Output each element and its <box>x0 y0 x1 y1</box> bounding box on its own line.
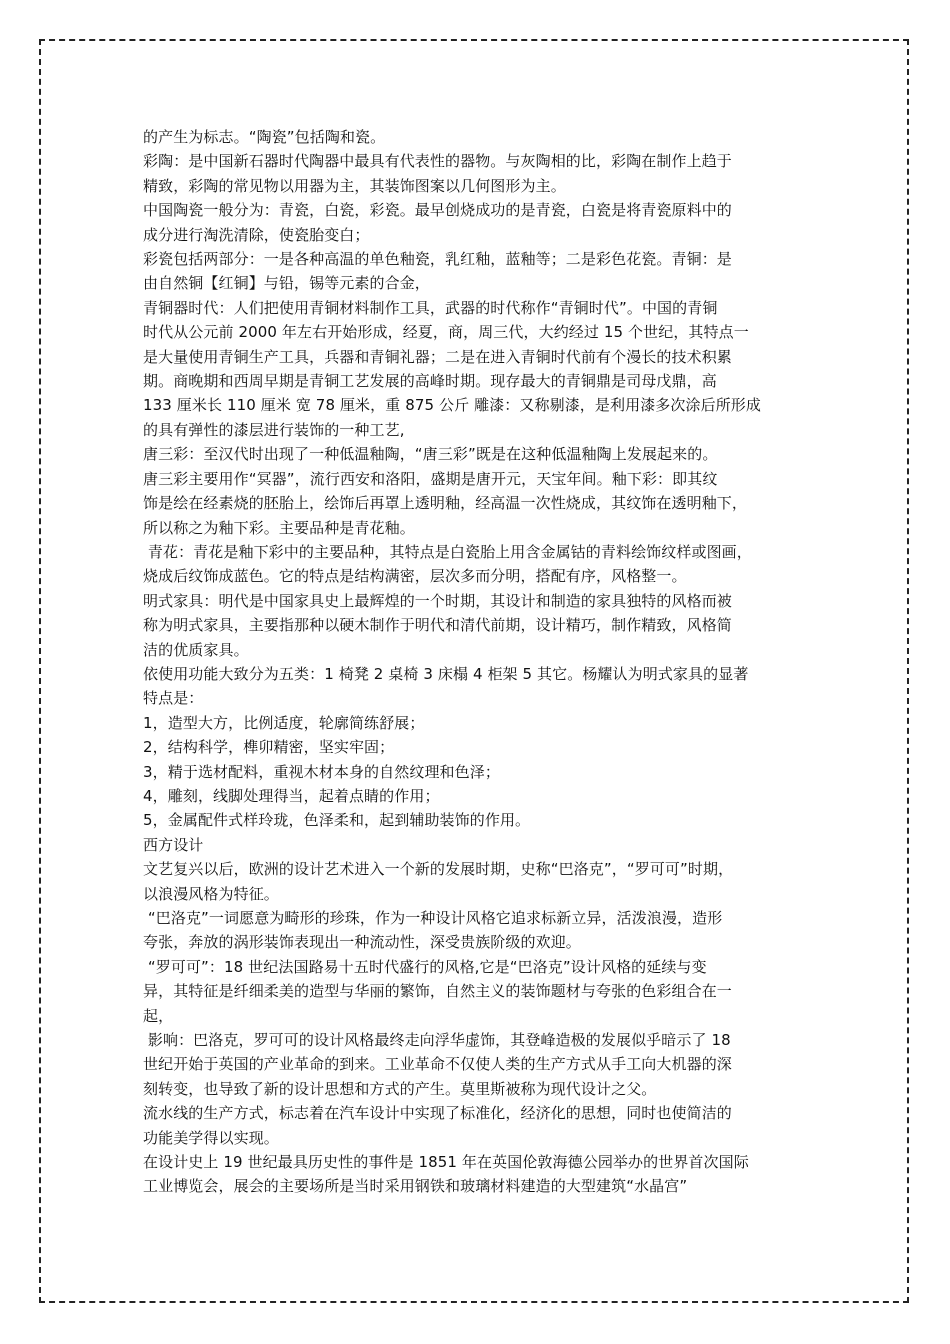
text-line: 夸张，奔放的涡形装饰表现出一种流动性，深受贵族阶级的欢迎。 <box>143 933 581 952</box>
text-line: 起， <box>143 1006 174 1025</box>
text-line: 洁的优质家具。 <box>143 640 249 659</box>
text-line: 功能美学得以实现。 <box>143 1128 279 1147</box>
text-line: 彩瓷包括两部分：一是各种高温的单色釉瓷，乳红釉，蓝釉等；二是彩色花瓷。青铜：是 <box>143 250 732 269</box>
text-line: 以浪漫风格为特征。 <box>143 884 279 903</box>
text-line: 1，造型大方，比例适度，轮廓简练舒展； <box>143 713 425 732</box>
text-line: 刻转变，也导致了新的设计思想和方式的产生。莫里斯被称为现代设计之父。 <box>143 1079 657 1098</box>
text-line: 在设计史上 19 世纪最具历史性的事件是 1851 年在英国伦敦海德公园举办的世界首次国际 <box>143 1153 749 1172</box>
text-line: 133 厘米长 110 厘米 宽 78 厘米，重 875 公斤 雕漆：又称剔漆，是利用漆多次涂后所形成 <box>143 396 761 415</box>
text-line: 5，金属配件式样玲珑，色泽柔和，起到辅助装饰的作用。 <box>143 811 531 830</box>
text-line: 青花：青花是釉下彩中的主要品种，其特点是白瓷胎上用含金属钴的青料绘饰纹样或图画， <box>143 542 752 561</box>
text-line: 影响：巴洛克，罗可可的设计风格最终走向浮华虚饰，其登峰造极的发展似乎暗示了 18 <box>143 1031 731 1050</box>
text-line: 由自然铜【红铜】与铅，锡等元素的合金， <box>143 274 430 293</box>
text-line: 中国陶瓷一般分为：青瓷，白瓷，彩瓷。最早创烧成功的是青瓷，白瓷是将青瓷原料中的 <box>143 201 732 220</box>
text-line: “罗可可”：18 世纪法国路易十五时代盛行的风格,它是“巴洛克”设计风格的延续与变 <box>143 957 707 976</box>
text-line: 饰是绘在经素烧的胚胎上，绘饰后再罩上透明釉，经高温一次性烧成，其纹饰在透明釉下， <box>143 494 748 513</box>
text-line: 时代从公元前 2000 年左右开始形成，经夏，商，周三代，大约经过 15 个世纪，其特点一 <box>143 323 749 342</box>
text-line: 3，精于选材配料，重视木材本身的自然纹理和色泽； <box>143 762 500 781</box>
text-line: 所以称之为釉下彩。主要品种是青花釉。 <box>143 518 415 537</box>
text-line: 文艺复兴以后，欧洲的设计艺术进入一个新的发展时期，史称“巴洛克”，“罗可可”时期， <box>143 860 734 879</box>
text-line: 的具有弹性的漆层进行装饰的一种工艺, <box>143 420 405 439</box>
text-line: 世纪开始于英国的产业革命的到来。工业革命不仅使人类的生产方式从手工向大机器的深 <box>143 1055 732 1074</box>
text-line: 流水线的生产方式，标志着在汽车设计中实现了标准化，经济化的思想，同时也使简洁的 <box>143 1104 732 1123</box>
text-line: 工业博览会，展会的主要场所是当时采用钢铁和玻璃材料建造的大型建筑“水晶宫” <box>143 1177 688 1196</box>
text-line: 的产生为标志。“陶瓷”包括陶和瓷。 <box>143 128 386 146</box>
document-body <box>143 125 813 1199</box>
text-line: 明式家具：明代是中国家具史上最辉煌的一个时期，其设计和制造的家具独特的风格而被 <box>143 591 732 610</box>
text-line: 异，其特征是纤细柔美的造型与华丽的繁饰，自然主义的装饰题材与夸张的色彩组合在一 <box>143 982 732 1001</box>
text-line: 称为明式家具，主要指那种以硬木制作于明代和清代前期，设计精巧，制作精致，风格简 <box>143 616 732 635</box>
text-line: 期。商晚期和西周早期是青铜工艺发展的高峰时期。现存最大的青铜鼎是司母戊鼎，高 <box>143 372 717 391</box>
text-line: 精致，彩陶的常见物以用器为主，其装饰图案以几何图形为主。 <box>143 176 566 195</box>
text-line: 4，雕刻，线脚处理得当，起着点睛的作用； <box>143 786 440 805</box>
text-line: 西方设计 <box>143 835 204 854</box>
text-line: 彩陶：是中国新石器时代陶器中最具有代表性的器物。与灰陶相的比，彩陶在制作上趋于 <box>143 152 732 171</box>
text-line: 青铜器时代：人们把使用青铜材料制作工具，武器的时代称作“青铜时代”。中国的青铜 <box>143 298 718 317</box>
text-line: 唐三彩主要用作“冥器”，流行西安和洛阳，盛期是唐开元，天宝年间。釉下彩：即其纹 <box>143 469 718 488</box>
text-line: 依使用功能大致分为五类：1 椅凳 2 桌椅 3 床榻 4 柜架 5 其它。杨耀认为明式家具的显著 <box>143 664 749 683</box>
text-line: 烧成后纹饰成蓝色。它的特点是结构满密，层次多而分明，搭配有序，风格整一。 <box>143 567 687 586</box>
text-line: 特点是： <box>143 689 204 708</box>
text-line: 是大量使用青铜生产工具，兵器和青铜礼器；二是在进入青铜时代前有个漫长的技术积累 <box>143 347 732 366</box>
text-line: 成分进行淘洗清除，使瓷胎变白； <box>143 225 370 244</box>
text-line: 2，结构科学，榫卯精密，坚实牢固； <box>143 738 395 757</box>
text-line: “巴洛克”一词愿意为畸形的珍珠，作为一种设计风格它追求标新立异，活泼浪漫，造形 <box>143 909 723 927</box>
text-line: 唐三彩：至汉代时出现了一种低温釉陶，“唐三彩”既是在这种低温釉陶上发展起来的。 <box>143 445 718 464</box>
